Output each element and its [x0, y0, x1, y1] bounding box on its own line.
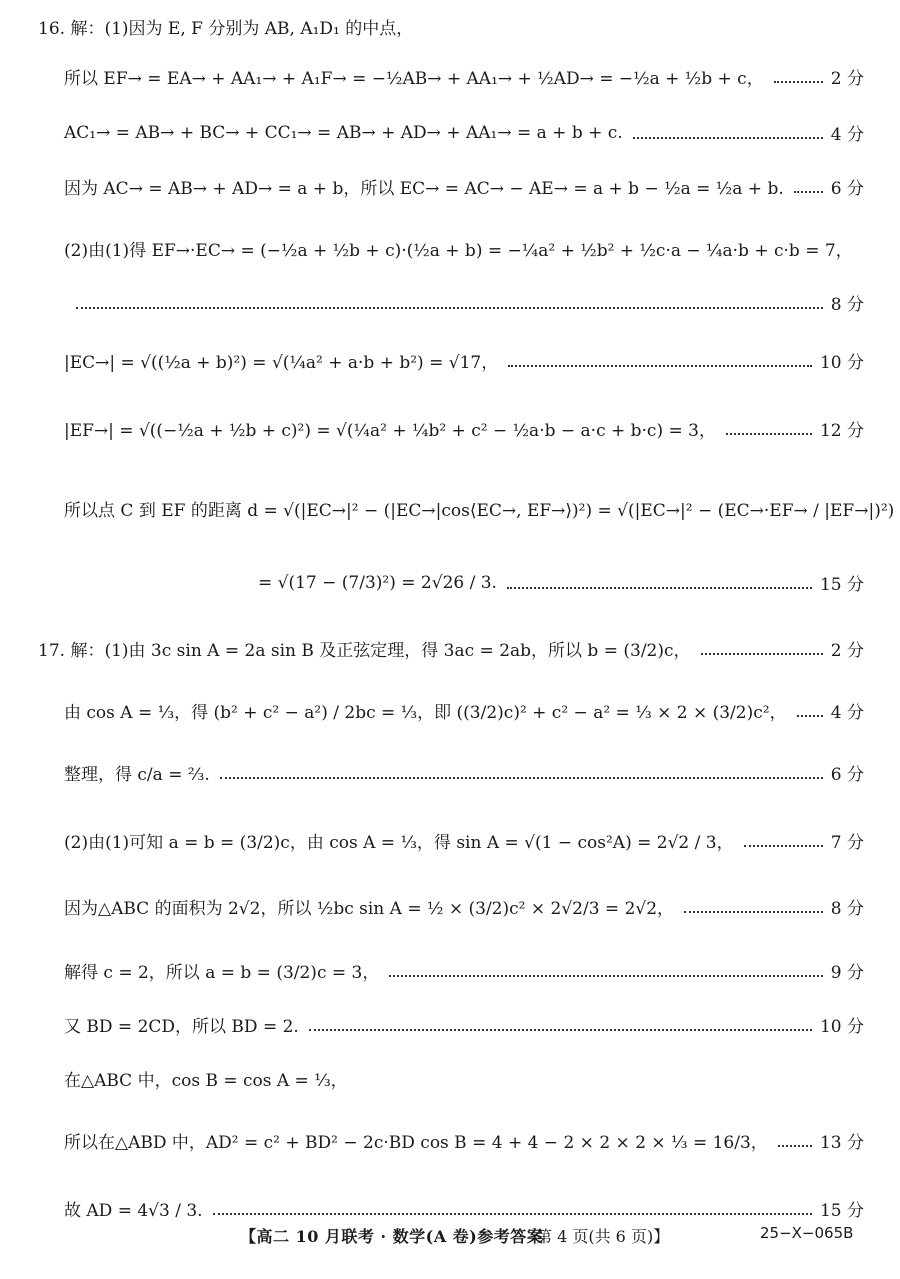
- footer-title: 【高二 10 月联考 · 数学(A 卷)参考答案: [240, 1227, 544, 1246]
- dot-leader: [76, 307, 823, 309]
- q17-line-4: (2)由(1)可知 a = b = (3/2)c，由 cos A = ⅓，得 sin A = √(1 − cos²A) = 2√2 / 3， 7 分: [64, 828, 864, 853]
- score-label: 6 分: [830, 765, 864, 785]
- dot-leader: [797, 715, 823, 717]
- q16-line-10: = √(17 − (7/3)²) = 2√26 / 3. 15 分: [258, 570, 864, 595]
- q16-line-6: [76, 290, 864, 315]
- score-label: 13 分: [819, 1133, 864, 1153]
- q17-line-1: 17. 解：(1)由 3c sin A = 2a sin B 及正弦定理，得 3ac = 2ab，所以 b = (3/2)c， 2 分: [38, 636, 864, 661]
- footer-page-number: 第 4 页(共 6 页)】: [536, 1227, 670, 1246]
- score-label: 12 分: [819, 421, 864, 441]
- dot-leader: [220, 777, 823, 779]
- q17-line-3: 整理，得 c/a = ⅔. 6 分: [64, 760, 864, 785]
- score-label: 10 分: [819, 353, 864, 373]
- dot-leader: [701, 653, 823, 655]
- dot-leader: [213, 1213, 812, 1215]
- dot-leader: [744, 845, 823, 847]
- q17-line-2: 由 cos A = ⅓，得 (b² + c² − a²) / 2bc = ⅓，即 ((3/2)c)² + c² − a² = ⅓ × 2 × (3/2)c²， 4 分: [64, 698, 864, 723]
- score-label: 4 分: [830, 125, 864, 145]
- q17-line-8: 在△ABC 中，cos B = cos A = ⅓，: [64, 1071, 348, 1091]
- dot-leader: [794, 191, 823, 193]
- dot-leader: [726, 433, 812, 435]
- score-label: 4 分: [830, 703, 864, 723]
- q16-line-5: (2)由(1)得 EF→·EC→ = (−½a + ½b + c)·(½a + b) = −¼a² + ½b² + ½c·a − ¼a·b + c·b = 7，: [64, 241, 853, 261]
- q17-line-7: 又 BD = 2CD，所以 BD = 2. 10 分: [64, 1012, 864, 1037]
- score-label: 9 分: [830, 963, 864, 983]
- q17-line-10: 故 AD = 4√3 / 3. 15 分: [64, 1196, 864, 1221]
- q16-line-2: 所以 EF→ = EA→ + AA₁→ + A₁F→ = −½AB→ + AA₁→ + ½AD→ = −½a + ½b + c， 2 分: [64, 64, 864, 89]
- dot-leader: [684, 911, 823, 913]
- score-label: 6 分: [830, 179, 864, 199]
- q16-line-3: AC₁→ = AB→ + BC→ + CC₁→ = AB→ + AD→ + AA₁→ = a + b + c. 4 分: [64, 120, 864, 145]
- q16-line-9: 所以点 C 到 EF 的距离 d = √(|EC→|² − (|EC→|cos⟨EC→, EF→⟩)²) = √(|EC→|² − (EC→·EF→ / |EF→|)²): [64, 501, 895, 521]
- q16-line-4: 因为 AC→ = AB→ + AD→ = a + b，所以 EC→ = AC→ − AE→ = a + b − ½a = ½a + b. 6 分: [64, 174, 864, 199]
- dot-leader: [389, 975, 822, 977]
- dot-leader: [507, 587, 812, 589]
- q17-line-6: 解得 c = 2，所以 a = b = (3/2)c = 3， 9 分: [64, 958, 864, 983]
- q16-line-8: |EF→| = √((−½a + ½b + c)²) = √(¼a² + ¼b² + c² − ½a·b − a·c + b·c) = 3， 12 分: [64, 416, 864, 441]
- dot-leader: [778, 1145, 812, 1147]
- score-label: 10 分: [819, 1017, 864, 1037]
- q16-line-1: 16. 解：(1)因为 E, F 分别为 AB, A₁D₁ 的中点，: [38, 19, 414, 39]
- dot-leader: [774, 81, 823, 83]
- score-label: 7 分: [830, 833, 864, 853]
- q16-line-7: |EC→| = √((½a + b)²) = √(¼a² + a·b + b²) = √17， 10 分: [64, 348, 864, 373]
- score-label: 2 分: [830, 69, 864, 89]
- dot-leader: [309, 1029, 812, 1031]
- q17-line-9: 所以在△ABD 中，AD² = c² + BD² − 2c·BD cos B = 4 + 4 − 2 × 2 × 2 × ⅓ = 16/3， 13 分: [64, 1128, 864, 1153]
- score-label: 15 分: [819, 575, 864, 595]
- score-label: 2 分: [830, 641, 864, 661]
- q17-line-5: 因为△ABC 的面积为 2√2，所以 ½bc sin A = ½ × (3/2)c² × 2√2/3 = 2√2， 8 分: [64, 894, 864, 919]
- dot-leader: [633, 137, 823, 139]
- score-label: 8 分: [830, 899, 864, 919]
- dot-leader: [508, 365, 812, 367]
- score-label: 8 分: [830, 295, 864, 315]
- footer-code: 25−X−065B: [760, 1224, 854, 1242]
- score-label: 15 分: [819, 1201, 864, 1221]
- page-footer: [0, 1224, 900, 1254]
